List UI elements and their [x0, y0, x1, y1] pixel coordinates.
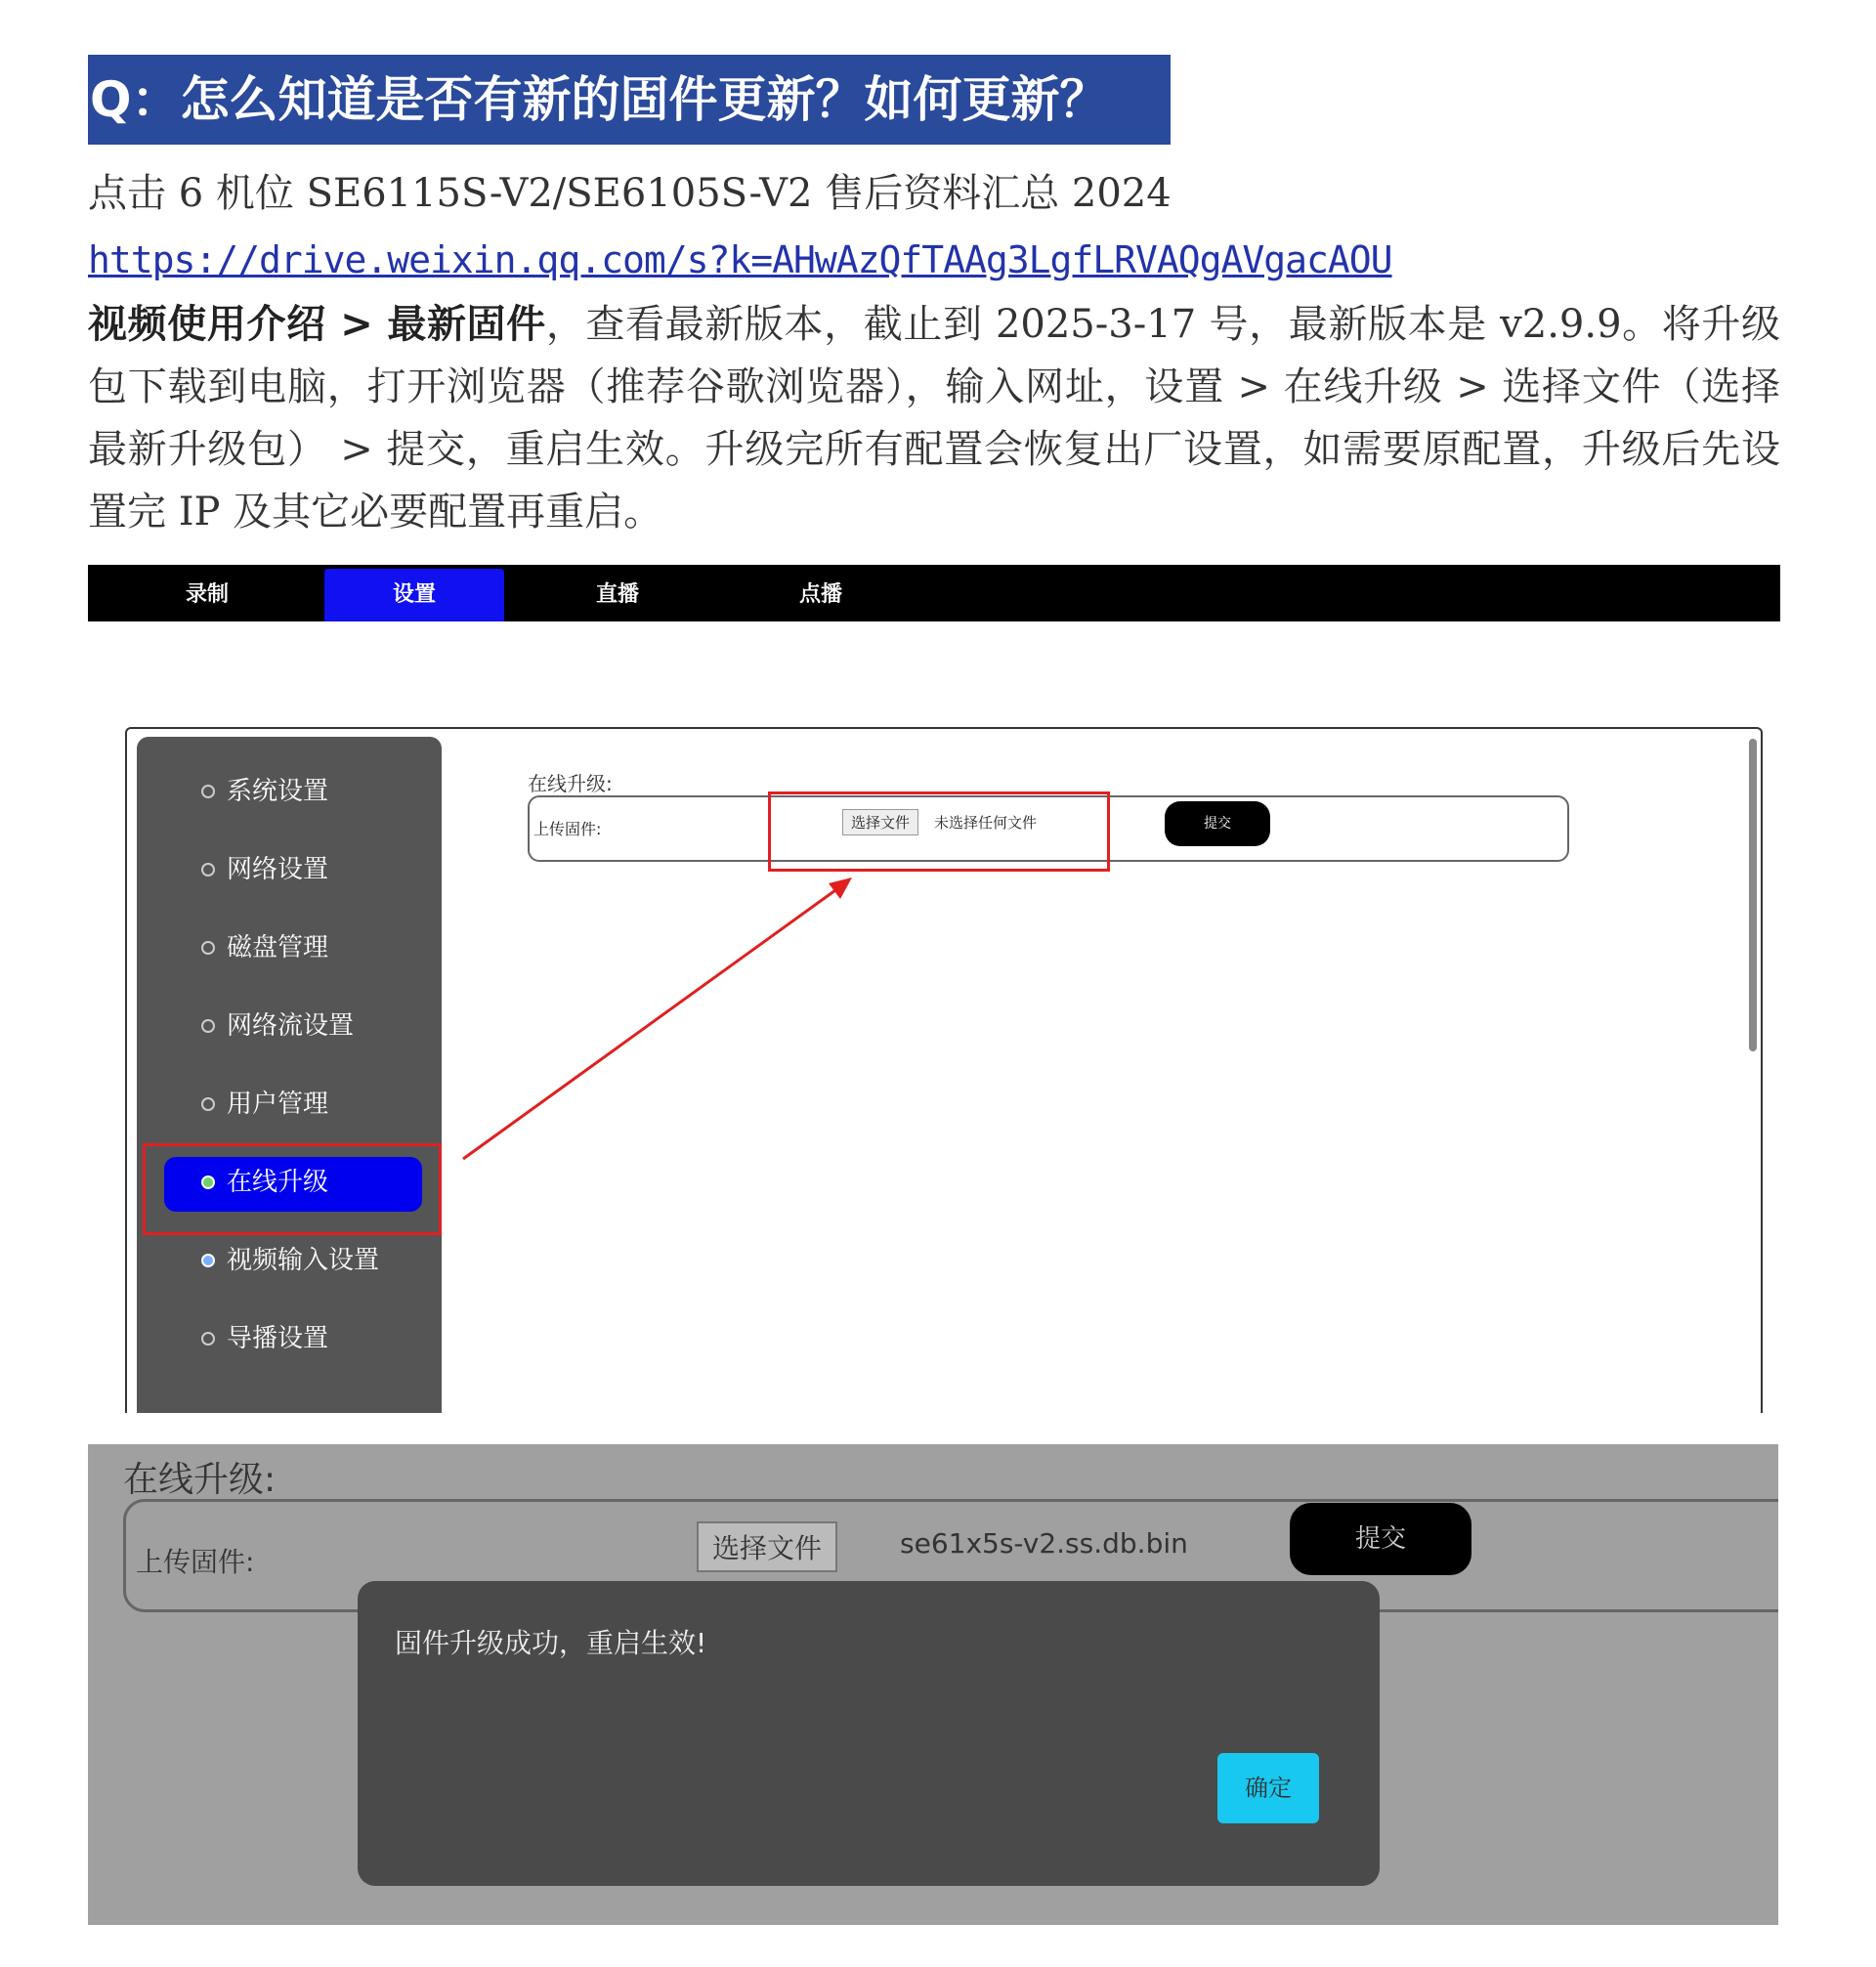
settings-screenshot: [125, 727, 1763, 1413]
firmware-link-row: [88, 229, 1392, 291]
nav-tab-vod[interactable]: 点播: [798, 582, 842, 607]
choose-file-button[interactable]: 选择文件: [842, 809, 918, 835]
sidebar-item-label: 视频输入设置: [227, 1246, 380, 1275]
choose-file-button[interactable]: 选择文件: [697, 1521, 837, 1572]
upload-label: 上传固件:: [533, 820, 602, 838]
intro-line: 点击 6 机位 SE6115S-V2/SE6105S-V2 售后资料汇总 2024: [88, 171, 1172, 216]
sidebar-item-label: 磁盘管理: [227, 933, 329, 962]
instructions-paragraph: [88, 293, 1780, 543]
upgrade-success-screenshot: [88, 1444, 1778, 1925]
no-file-text: 未选择任何文件: [934, 814, 1038, 832]
pointer-arrow: [127, 729, 1761, 1413]
sidebar-item-label: 网络设置: [227, 855, 329, 884]
upgrade-section-title: 在线升级:: [123, 1460, 277, 1500]
success-dialog: [358, 1581, 1380, 1886]
firmware-link[interactable]: https://drive.weixin.qq.com/s?k=AHwAzQfTAAg3LgfLRVAQgAVgacAOU: [88, 238, 1392, 281]
sidebar-item-label: 网络流设置: [227, 1011, 355, 1041]
dialog-message: 固件升级成功，重启生效!: [395, 1627, 707, 1659]
nav-tab-settings[interactable]: 设置: [324, 569, 504, 621]
upload-label: 上传固件:: [136, 1546, 255, 1578]
ok-button[interactable]: 确定: [1217, 1753, 1319, 1823]
nav-tab-live[interactable]: 直播: [595, 582, 639, 607]
sidebar-item-label: 导播设置: [227, 1324, 329, 1353]
submit-button[interactable]: 提交: [1290, 1503, 1471, 1575]
question-title: Q：怎么知道是否有新的固件更新？如何更新？: [88, 55, 1171, 145]
top-nav-bar: [88, 565, 1780, 621]
path-bold: 视频使用介绍 > 最新固件: [88, 302, 546, 347]
sidebar-item-label: 用户管理: [227, 1090, 329, 1119]
sidebar-item-label: 系统设置: [227, 777, 329, 806]
nav-tab-record[interactable]: 录制: [185, 582, 229, 607]
selected-file-name: se61x5s-v2.ss.db.bin: [900, 1527, 1188, 1560]
submit-button[interactable]: 提交: [1165, 801, 1270, 846]
sidebar-item-label: 在线升级: [227, 1168, 329, 1197]
upgrade-section-title: 在线升级:: [528, 772, 613, 795]
instructions-text: ，查看最新版本，截止到 2025-3-17 号，最新版本是 v2.9.9。将升级包下载到电脑，打开浏览器（推荐谷歌浏览器），输入网址，设置 > 在线升级 > 选择文件（选择最新升级包） > 提交，重启生效。升级完所有配置会恢复出厂设置，如需要原配置，升级后先设置完 IP 及其它必要配置再重启。: [88, 302, 1780, 535]
